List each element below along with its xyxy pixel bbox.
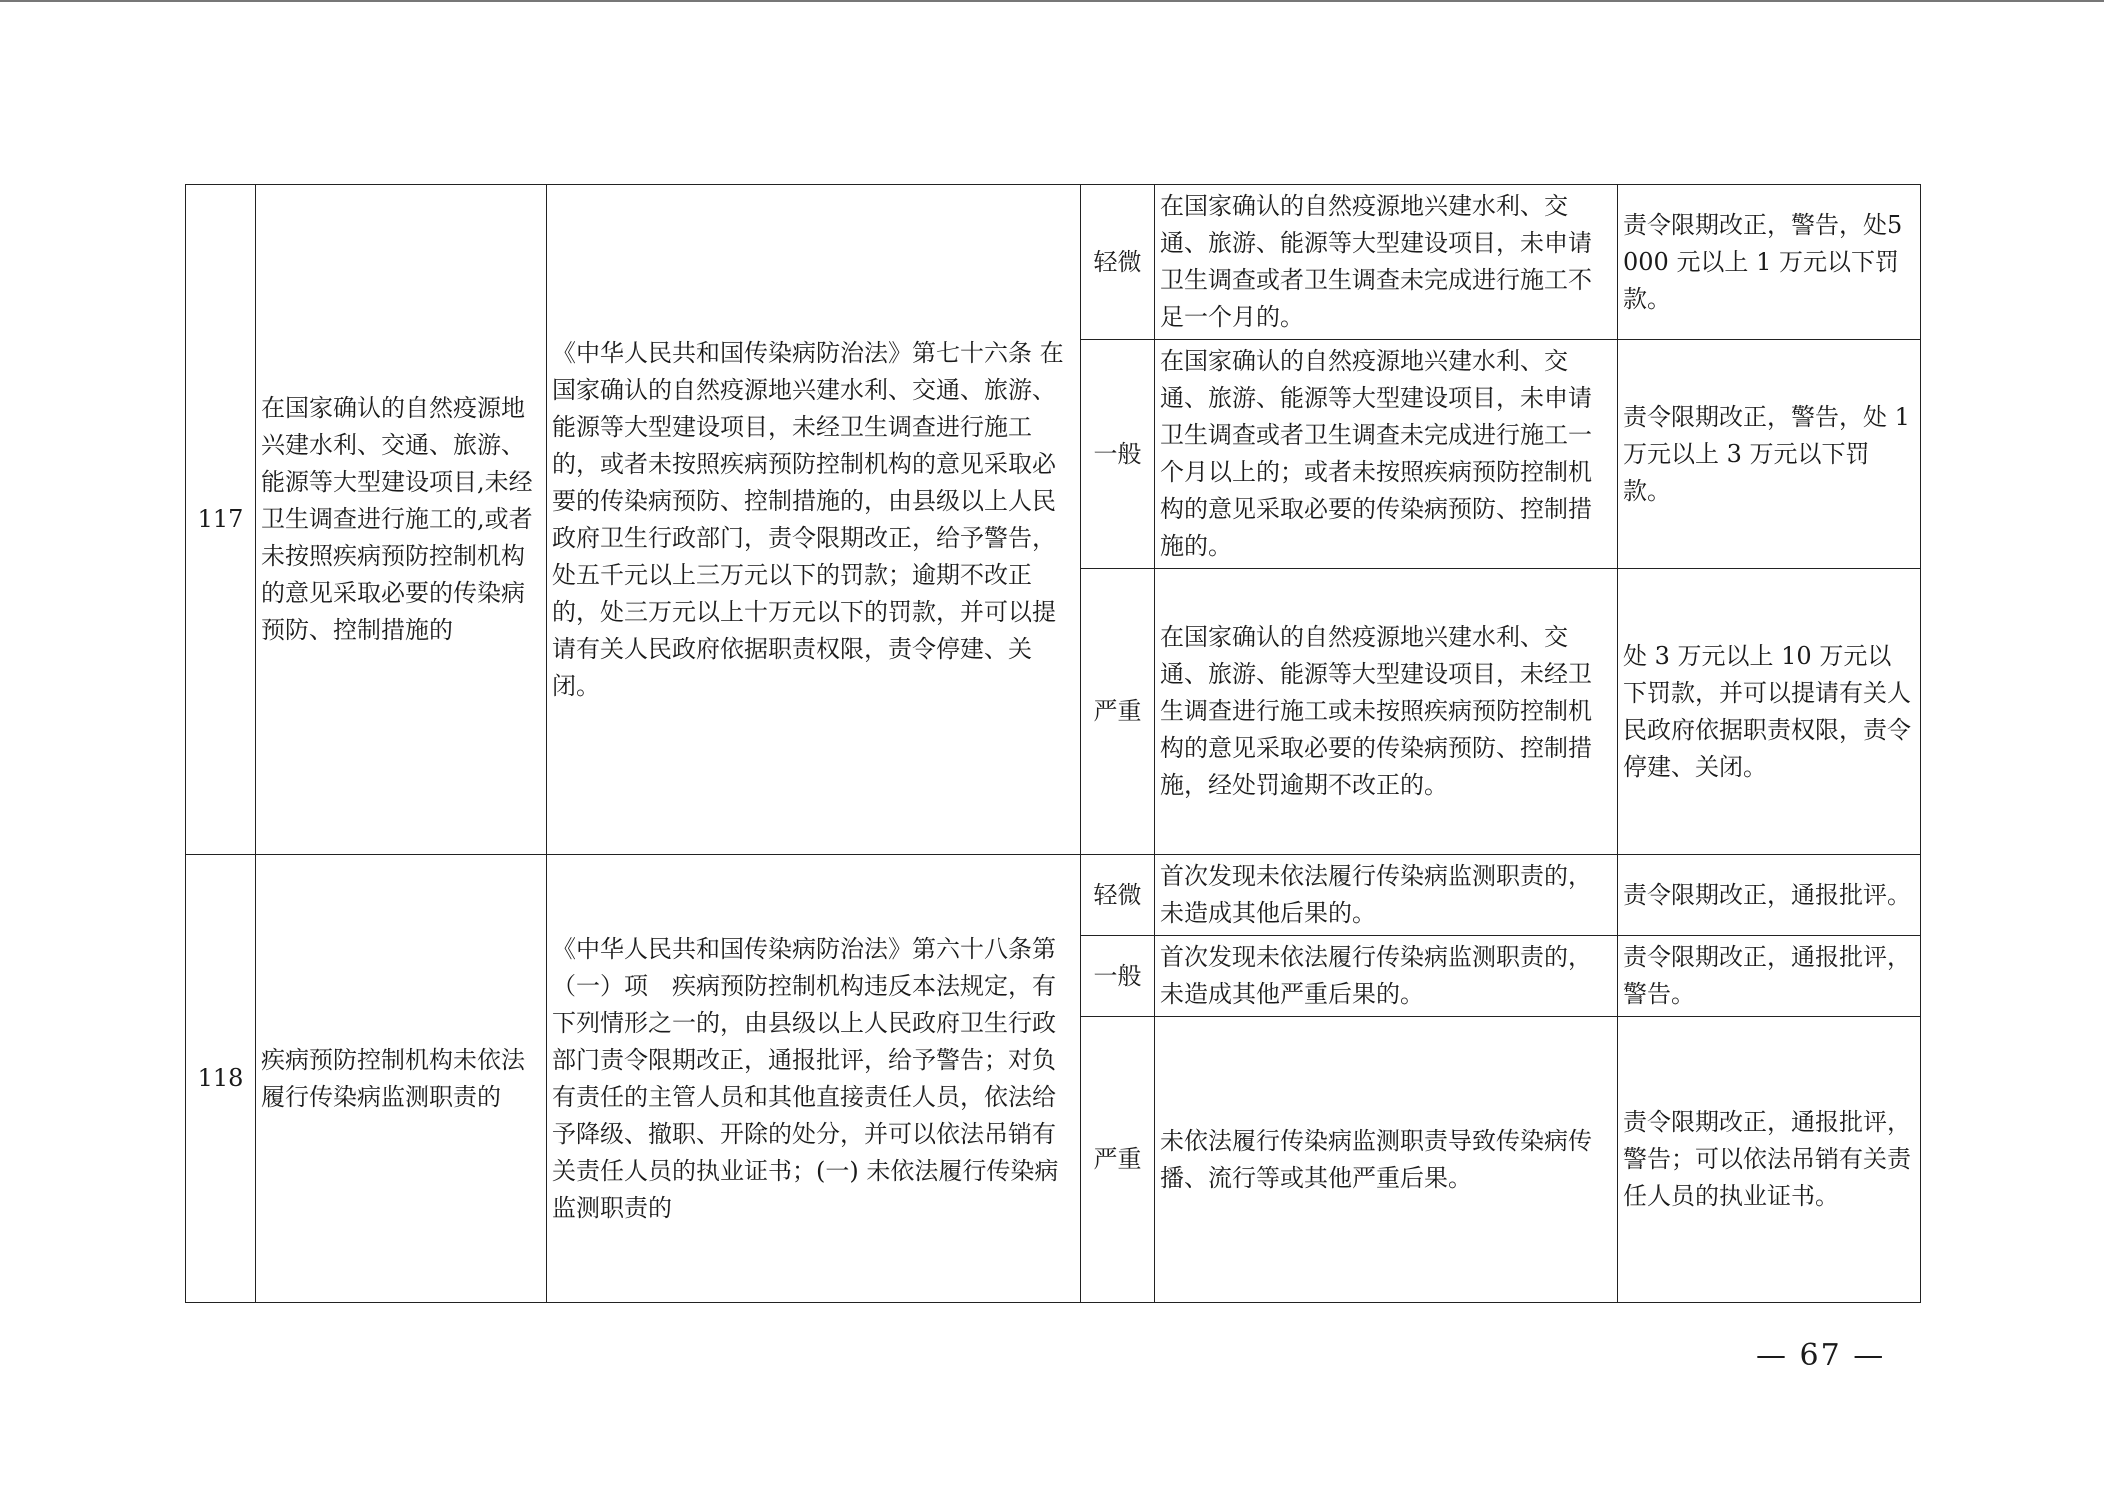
- circumstance-cell: 未依法履行传染病监测职责导致传染病传播、流行等或其他严重后果。: [1155, 1017, 1618, 1303]
- table-row: [186, 855, 1921, 936]
- item-number: 117: [186, 185, 256, 855]
- penalty-cell: 责令限期改正，通报批评。: [1618, 855, 1921, 936]
- legal-basis-cell: 《中华人民共和国传染病防治法》第六十八条第（一）项 疾病预防控制机构违反本法规定，有下列情形之一的，由县级以上人民政府卫生行政部门责令限期改正，通报批评，给予警告；对负有责任的主管人员和其他直接责任人员，依法给予降级、撤职、开除的处分，并可以依法吊销有关责任人员的执业证书；(一) 未依法履行传染病监测职责的: [547, 855, 1081, 1303]
- legal-basis-cell: 《中华人民共和国传染病防治法》第七十六条 在国家确认的自然疫源地兴建水利、交通、旅游、能源等大型建设项目，未经卫生调查进行施工的，或者未按照疾病预防控制机构的意见采取必要的传染病预防、控制措施的，由县级以上人民政府卫生行政部门，责令限期改正，给予警告，处五千元以上三万元以下的罚款；逾期不改正的，处三万元以上十万元以下的罚款，并可以提请有关人民政府依据职责权限，责令停建、关闭。: [547, 185, 1081, 855]
- severity-level: 一般: [1081, 936, 1155, 1017]
- penalty-cell: 责令限期改正，警告，处 1 万元以上 3 万元以下罚款。: [1618, 340, 1921, 569]
- page-number: — 67 —: [1756, 1338, 1886, 1373]
- table-row: [186, 185, 1921, 340]
- penalty-cell: 责令限期改正，通报批评，警告。: [1618, 936, 1921, 1017]
- violation-cell: 疾病预防控制机构未依法履行传染病监测职责的: [256, 855, 547, 1303]
- penalty-cell: 责令限期改正，警告，处5000 元以上 1 万元以下罚款。: [1618, 185, 1921, 340]
- penalty-cell: 处 3 万元以上 10 万元以下罚款，并可以提请有关人民政府依据职责权限，责令停建、关闭。: [1618, 569, 1921, 855]
- circumstance-cell: 首次发现未依法履行传染病监测职责的，未造成其他后果的。: [1155, 855, 1618, 936]
- severity-level: 严重: [1081, 1017, 1155, 1303]
- severity-level: 轻微: [1081, 855, 1155, 936]
- item-number: 118: [186, 855, 256, 1303]
- penalty-cell: 责令限期改正，通报批评，警告；可以依法吊销有关责任人员的执业证书。: [1618, 1017, 1921, 1303]
- circumstance-cell: 在国家确认的自然疫源地兴建水利、交通、旅游、能源等大型建设项目，未经卫生调查进行施工或未按照疾病预防控制机构的意见采取必要的传染病预防、控制措施，经处罚逾期不改正的。: [1155, 569, 1618, 855]
- circumstance-cell: 在国家确认的自然疫源地兴建水利、交通、旅游、能源等大型建设项目，未申请卫生调查或者卫生调查未完成进行施工一个月以上的；或者未按照疾病预防控制机构的意见采取必要的传染病预防、控制措施的。: [1155, 340, 1618, 569]
- circumstance-cell: 首次发现未依法履行传染病监测职责的，未造成其他严重后果的。: [1155, 936, 1618, 1017]
- severity-level: 轻微: [1081, 185, 1155, 340]
- violation-cell: 在国家确认的自然疫源地兴建水利、交通、旅游、能源等大型建设项目,未经卫生调查进行施工的,或者未按照疾病预防控制机构的意见采取必要的传染病预防、控制措施的: [256, 185, 547, 855]
- top-border-line: [0, 0, 2104, 2]
- penalty-discretion-table: [185, 184, 1921, 1303]
- severity-level: 严重: [1081, 569, 1155, 855]
- severity-level: 一般: [1081, 340, 1155, 569]
- circumstance-cell: 在国家确认的自然疫源地兴建水利、交通、旅游、能源等大型建设项目，未申请卫生调查或者卫生调查未完成进行施工不足一个月的。: [1155, 185, 1618, 340]
